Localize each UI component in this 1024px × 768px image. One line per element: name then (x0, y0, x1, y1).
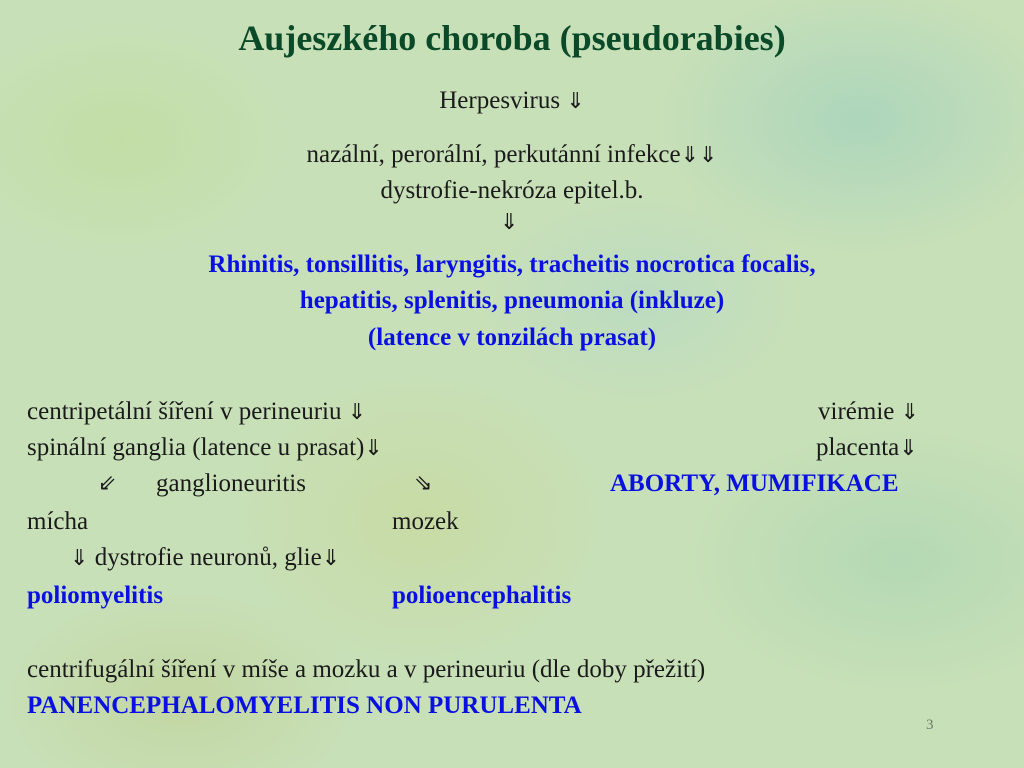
down-arrow-icon: ⇓ (70, 546, 89, 571)
line-mozek: mozek (392, 508, 459, 535)
down-arrow-icon: ⇓ (900, 400, 920, 425)
line-dystrophy: dystrofie-nekróza epitel.b. (380, 177, 644, 204)
line-panencephalomyelitis: PANENCEPHALOMYELITIS NON PURULENTA (27, 692, 582, 719)
line-neurons: ⇓ dystrofie neuronů, glie⇓ (70, 544, 341, 571)
slide-title: Aujeszkého choroba (pseudorabies) (238, 18, 786, 58)
line-spinal: spinální ganglia (latence u prasat)⇓ (27, 434, 383, 461)
down-arrow-icon: ⇓ (899, 436, 918, 461)
line-micha: mícha (27, 508, 89, 535)
line-viremia: virémie ⇓ (818, 398, 920, 425)
down-arrow-icon: ⇓ (347, 400, 367, 425)
line-poliomyelitis: poliomyelitis (27, 582, 164, 609)
down-arrow-icon: ⇓ (321, 546, 341, 571)
line-placenta: placenta⇓ (816, 434, 918, 461)
blue-line-3: (latence v tonzilách prasat) (367, 324, 657, 351)
line-centripetal: centripetální šíření v perineuriu ⇓ (27, 398, 367, 425)
line-infection: nazální, perorální, perkutánní infekce⇓⇓ (306, 141, 718, 168)
down-arrow-icon: ⇓ (364, 436, 383, 461)
down-left-arrow-icon: ⇙ (98, 471, 117, 496)
page-number: 3 (926, 717, 934, 733)
blue-line-1: Rhinitis, tonsillitis, laryngitis, tracheitis nocrotica focalis, (208, 251, 816, 278)
line-aborty: ABORTY, MUMIFIKACE (610, 470, 899, 497)
line-ganglioneuritis: ganglioneuritis (156, 470, 306, 497)
double-down-arrow-icon: ⇓⇓ (680, 143, 718, 168)
line-centrifugal: centrifugální šíření v míše a mozku a v perineuriu (dle doby přežití) (27, 656, 706, 683)
line-herpesvirus: Herpesvirus ⇓ (439, 87, 585, 114)
down-arrow-icon: ⇓ (566, 89, 585, 114)
down-right-arrow-icon: ⇘ (414, 471, 433, 496)
down-arrow-icon: ⇓ (500, 210, 519, 235)
line-polioencephalitis: polioencephalitis (392, 582, 572, 609)
blue-line-2: hepatitis, splenitis, pneumonia (inkluze) (299, 287, 725, 314)
